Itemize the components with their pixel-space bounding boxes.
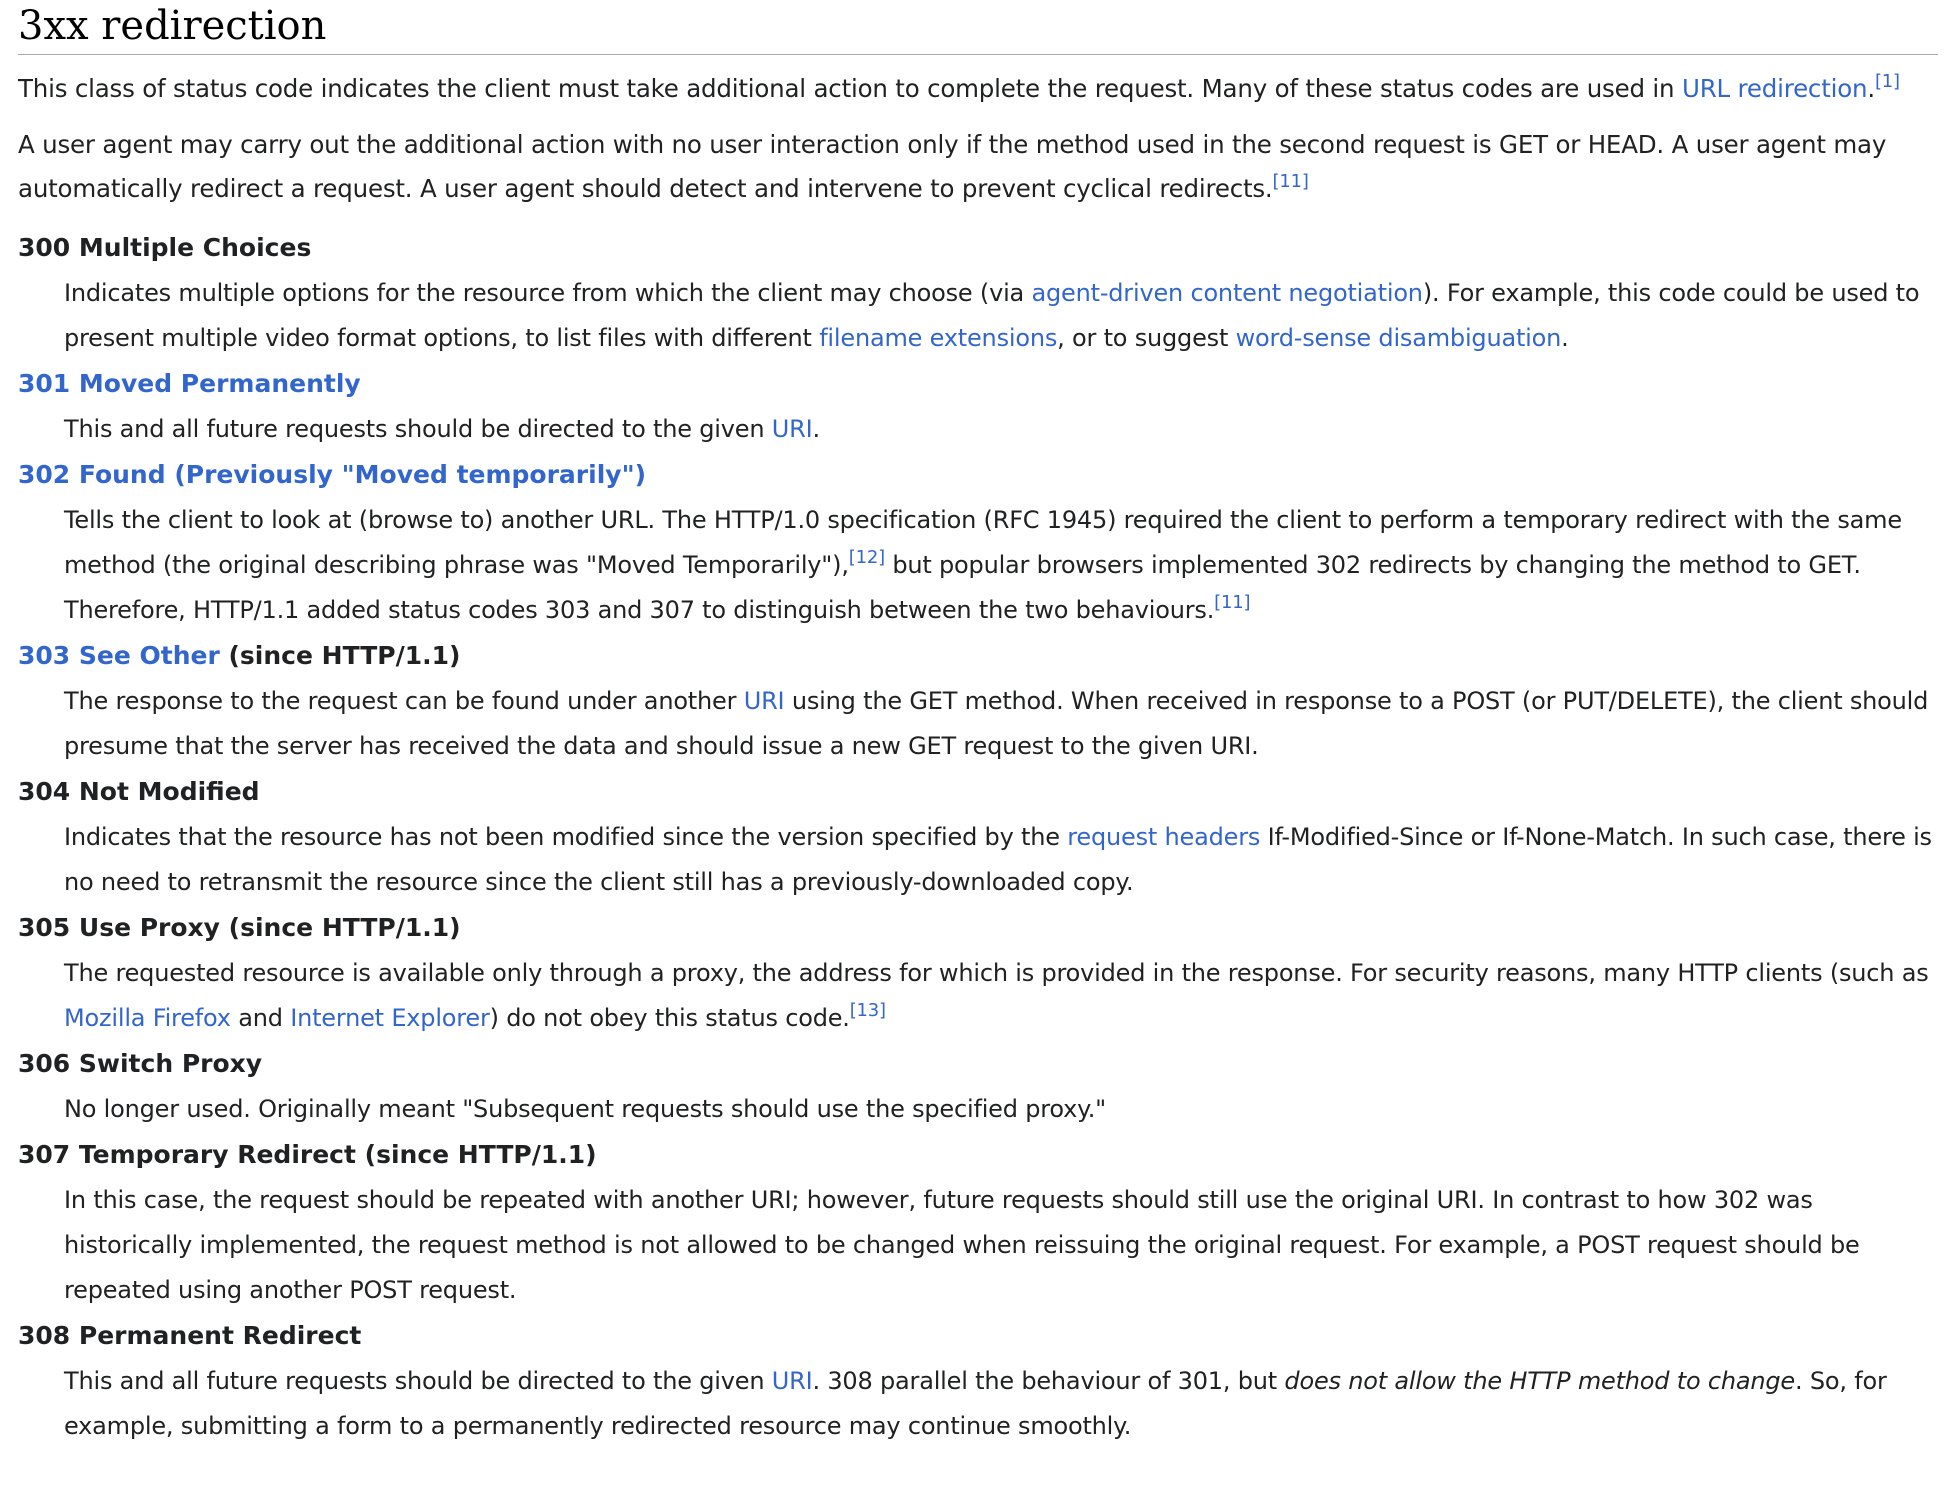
desc-text: . So, for example, submitting a form to a permanently redirected resource may continue smoothly. (64, 1367, 1887, 1440)
desc-text: but popular browsers implemented 302 redirects by changing the method to GET. Therefore, HTTP/1.1 added status codes 303 and 307 to distinguish between the two behaviours. (64, 551, 1861, 624)
desc-text: No longer used. Originally meant "Subsequent requests should use the specified proxy." (64, 1095, 1106, 1123)
code-306-description (64, 1087, 1938, 1132)
code-305-description (64, 951, 1938, 1041)
code-302-term (18, 452, 1938, 498)
code-305-term: 305 Use Proxy (since HTTP/1.1) (18, 913, 461, 942)
emphasis-text: does not allow the HTTP method to change (1284, 1367, 1796, 1395)
intro-text: This class of status code indicates the client must take additional action to complete the request. Many of these status codes are used in (18, 74, 1682, 103)
intro-paragraph-2 (18, 123, 1938, 211)
desc-text: . (1561, 324, 1569, 352)
desc-text: . (812, 415, 820, 443)
punctuation: . (1867, 74, 1875, 103)
code-303-description (64, 679, 1938, 769)
code-301-description (64, 407, 1938, 452)
citation-11[interactable]: [11] (1214, 592, 1251, 613)
uri-link[interactable]: URI (771, 415, 813, 443)
citation-1[interactable]: [1] (1874, 71, 1900, 92)
url-redirection-link[interactable]: URL redirection (1681, 74, 1868, 103)
word-sense-disambiguation-link[interactable]: word-sense disambiguation (1235, 324, 1562, 352)
code-306-term: 306 Switch Proxy (18, 1049, 263, 1078)
code-307-term: 307 Temporary Redirect (since HTTP/1.1) (18, 1140, 597, 1169)
code-301-term (18, 361, 1938, 407)
code-300-description (64, 271, 1938, 361)
code-302-link[interactable]: 302 Found (Previously "Moved temporarily") (18, 460, 647, 489)
desc-text: Indicates that the resource has not been modified since the version specified by the (64, 823, 1068, 851)
code-302-description (64, 498, 1938, 633)
code-303-link[interactable]: 303 See Other (18, 641, 220, 670)
desc-text: In this case, the request should be repeated with another URI; however, future requests should still use the original URI. In contrast to how 302 was historically implemented, the request method is not allowed to be changed when reissuing the original request. For example, a POST request should be repeated using another POST request. (64, 1186, 1860, 1304)
desc-text: . 308 parallel the behaviour of 301, but (812, 1367, 1285, 1395)
desc-text: This and all future requests should be directed to the given (64, 415, 772, 443)
desc-text: , or to suggest (1057, 324, 1236, 352)
code-303-qualifier: (since HTTP/1.1) (219, 641, 461, 670)
code-307-description (64, 1178, 1938, 1313)
code-300-term: 300 Multiple Choices (18, 233, 312, 262)
internet-explorer-link[interactable]: Internet Explorer (290, 1004, 490, 1032)
agent-driven-negotiation-link[interactable]: agent-driven content negotiation (1031, 279, 1423, 307)
citation-13[interactable]: [13] (849, 1000, 886, 1021)
code-304-description (64, 815, 1938, 905)
desc-text: The requested resource is available only through a proxy, the address for which is provided in the response. For security reasons, many HTTP clients (such as (64, 959, 1929, 987)
section-heading: 3xx redirection (18, 0, 1938, 55)
intro-text: A user agent may carry out the additional action with no user interaction only if the method used in the second request is GET or HEAD. A user agent may automatically redirect a request. A user agent should detect and intervene to prevent cyclical redirects. (18, 130, 1887, 203)
code-304-term: 304 Not Modified (18, 777, 260, 806)
citation-11[interactable]: [11] (1272, 171, 1309, 192)
desc-text: using the GET method. When received in response to a POST (or PUT/DELETE), the client should presume that the server has received the data and should issue a new GET request to the given URI. (64, 687, 1929, 760)
desc-text: This and all future requests should be directed to the given (64, 1367, 772, 1395)
uri-link[interactable]: URI (771, 1367, 813, 1395)
code-301-link[interactable]: 301 Moved Permanently (18, 369, 361, 398)
mozilla-firefox-link[interactable]: Mozilla Firefox (64, 1004, 231, 1032)
desc-text: If-Modified-Since or If-None-Match. In such case, there is no need to retransmit the resource since the client still has a previously-downloaded copy. (64, 823, 1932, 896)
citation-12[interactable]: [12] (848, 547, 885, 568)
desc-text: Indicates multiple options for the resource from which the client may choose (via (64, 279, 1032, 307)
status-code-list (18, 225, 1938, 1449)
request-headers-link[interactable]: request headers (1067, 823, 1261, 851)
desc-text: and (230, 1004, 291, 1032)
desc-text: Tells the client to look at (browse to) another URL. The HTTP/1.0 specification (RFC 1945) required the client to perform a temporary redirect with the same method (the original describing phrase was "Moved Temporarily"), (64, 506, 1902, 579)
intro-paragraph-1 (18, 67, 1938, 111)
filename-extensions-link[interactable]: filename extensions (819, 324, 1058, 352)
code-308-term: 308 Permanent Redirect (18, 1321, 362, 1350)
code-303-term (18, 633, 1938, 679)
desc-text: The response to the request can be found under another (64, 687, 744, 715)
uri-link[interactable]: URI (743, 687, 785, 715)
desc-text: ) do not obey this status code. (489, 1004, 850, 1032)
desc-text: ). For example, this code could be used to present multiple video format options, to list files with different (64, 279, 1920, 352)
code-308-description (64, 1359, 1938, 1449)
